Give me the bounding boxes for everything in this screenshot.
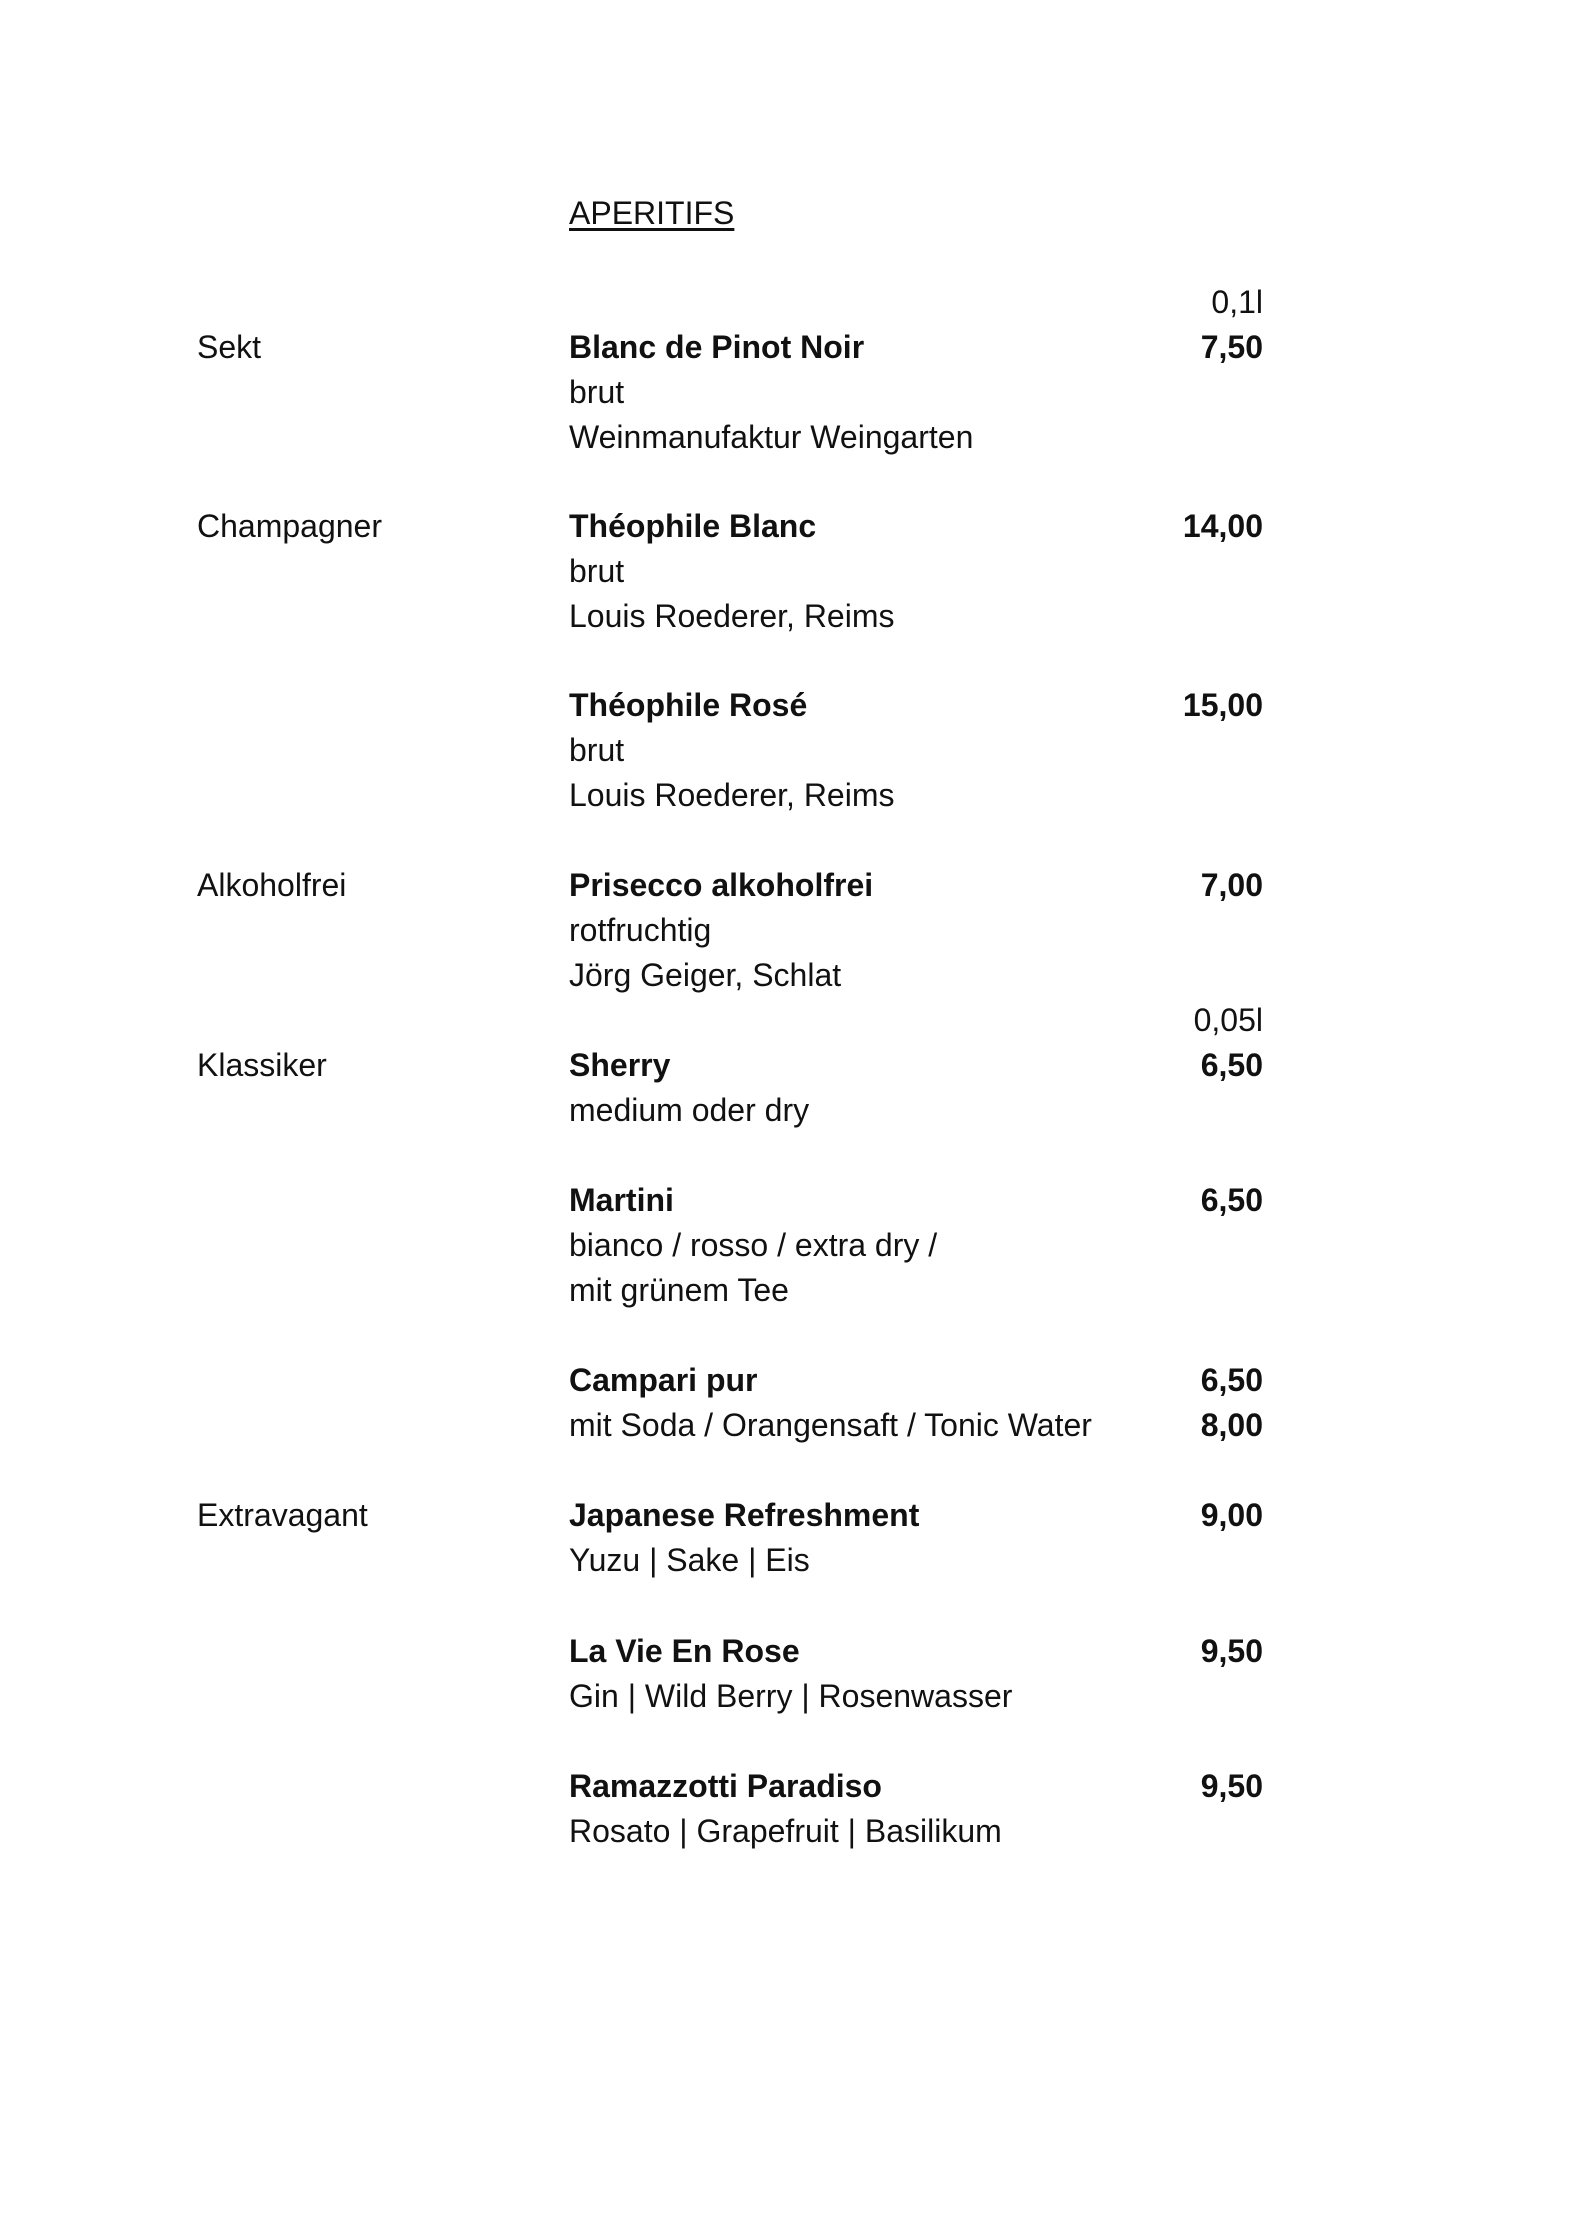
item-name: Campari pur [569,1362,758,1398]
item-name: Blanc de Pinot Noir [569,329,865,365]
item-description: brut [569,374,625,410]
item-description: Weinmanufaktur Weingarten [569,419,974,455]
item-name: La Vie En Rose [569,1633,800,1669]
item-description: mit Soda / Orangensaft / Tonic Water [569,1407,1092,1443]
item-name: Ramazzotti Paradiso [569,1768,882,1804]
item-name: Prisecco alkoholfrei [569,867,874,903]
volume-label: 0,1l [1211,284,1263,320]
item-price-variant: 8,00 [1200,1407,1263,1443]
item-price: 7,50 [1200,329,1263,365]
item-description: Yuzu | Sake | Eis [569,1542,810,1578]
item-description: brut [569,732,625,768]
item-name: Japanese Refreshment [569,1497,920,1533]
item-price: 6,50 [1200,1362,1263,1398]
item-description: Jörg Geiger, Schlat [569,957,842,993]
item-description: bianco / rosso / extra dry / [569,1227,938,1263]
item-description: mit grünem Tee [569,1272,789,1308]
item-description: brut [569,553,625,589]
item-price: 9,50 [1200,1768,1263,1804]
category-label: Alkoholfrei [197,867,347,903]
item-description: Rosato | Grapefruit | Basilikum [569,1813,1002,1849]
category-label: Klassiker [197,1047,327,1083]
item-price: 9,00 [1200,1497,1263,1533]
item-description: Louis Roederer, Reims [569,598,895,634]
item-name: Martini [569,1182,674,1218]
item-name: Théophile Blanc [569,508,817,544]
category-label: Sekt [197,329,262,365]
item-description: Gin | Wild Berry | Rosenwasser [569,1678,1013,1714]
volume-label: 0,05l [1193,1002,1263,1038]
item-description: Louis Roederer, Reims [569,777,895,813]
item-price: 7,00 [1200,867,1263,903]
item-name: Théophile Rosé [569,687,808,723]
item-description: medium oder dry [569,1092,810,1128]
item-price: 6,50 [1200,1047,1263,1083]
item-price: 9,50 [1200,1633,1263,1669]
item-price: 6,50 [1200,1182,1263,1218]
category-label: Extravagant [197,1497,368,1533]
category-label: Champagner [197,508,382,544]
item-price: 15,00 [1182,687,1263,723]
item-price: 14,00 [1182,508,1263,544]
item-name: Sherry [569,1047,671,1083]
page-title: APERITIFS [569,195,735,231]
item-description: rotfruchtig [569,912,712,948]
